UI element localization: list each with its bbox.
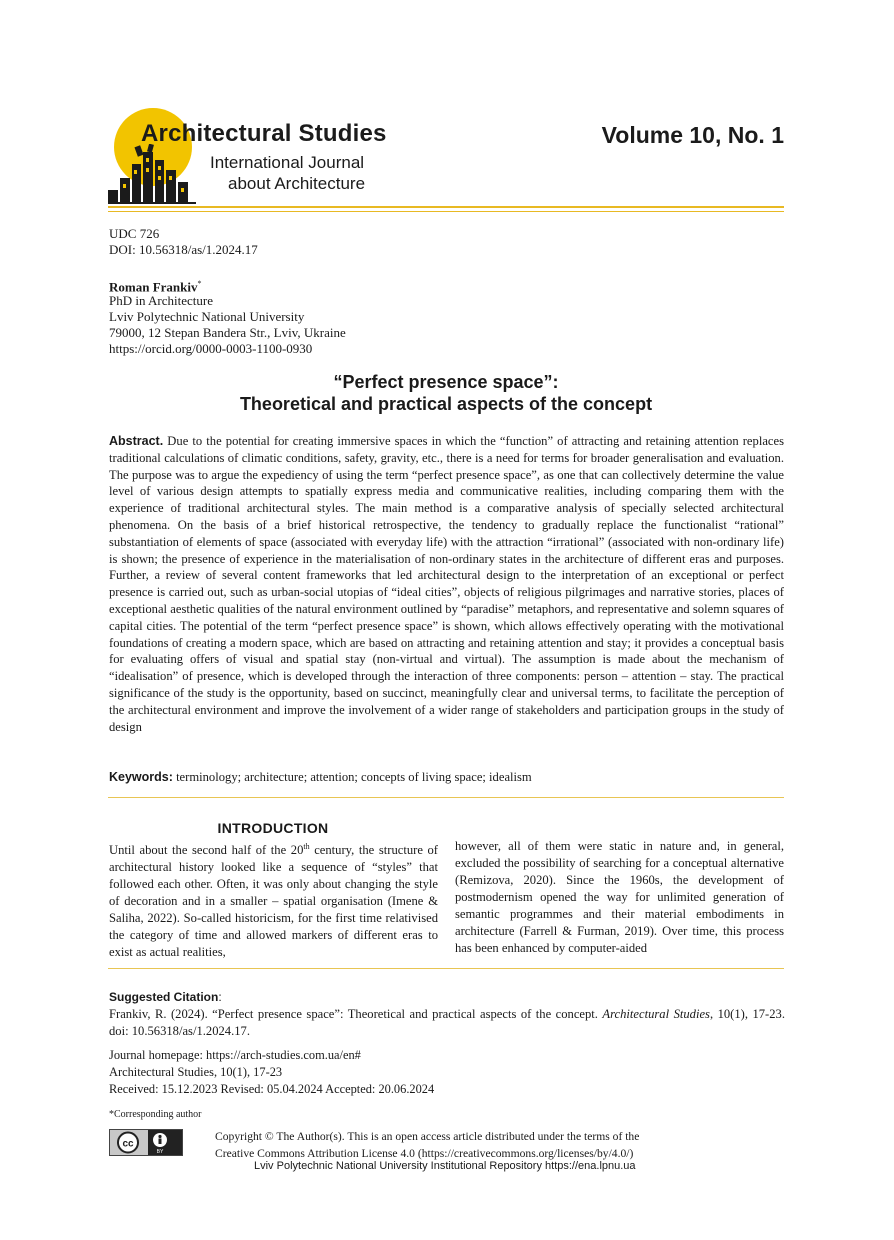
citation-label xyxy=(109,990,222,1004)
copyright-notice xyxy=(215,1128,685,1162)
doi: DOI: 10.56318/as/1.2024.17 xyxy=(109,242,258,257)
intro-column-left xyxy=(109,838,438,961)
article-title-line1: “Perfect presence space”: xyxy=(333,372,559,392)
keywords-label: Keywords: xyxy=(109,770,173,784)
section-heading: INTRODUCTION xyxy=(217,820,329,836)
keywords xyxy=(109,770,532,785)
keywords-divider xyxy=(108,797,784,798)
corresponding-note: *Corresponding author xyxy=(109,1109,202,1120)
abstract xyxy=(109,433,784,735)
article-dates: Received: 15.12.2023 Revised: 05.04.2024 Accepted: 20.06.2024 xyxy=(109,1082,435,1096)
header-divider xyxy=(108,206,784,212)
abstract-text: Due to the potential for creating immersive spaces in which the “function” of attracting and retaining attention replaces traditional calculations of climatic conditions, safety, gravity, etc., there is a need for terms for broader generalisation and evaluation. The purpose was to argue the expediency of using the term “perfect presence space”, as one that can collectively determine the value level of various design attempts to spatially express media and communicative realities, including comparing them with the experience of traditional architectural styles. The main method is a comparative analysis of specially selected architectural phenomena. On the basis of a brief historical retrospective, the tendency to gradually replace the functionalist “rational” substantiation of elements of space (associated with everyday life) with the attraction “irrational” (associated with non-ordinary life) is shown; the presence of experience in the materialisation of non-ordinary states in the architecture of different eras and purposes. Further, a review of several content frameworks that led architectural design to the interpretation of an exceptional or perfect presence is carried out, such as urban-social utopias of “ideal cities”, objects of religious pilgrimages and narrative stories, places of exceptional aesthetic qualities of the natural environment outlined by “paradise” metaphors, and representative and solemn squares of capital cities. The potential of the term “perfect presence space” is shown, which allows effectively operating with the motivational foundations of creating a modern space, which are based on attracting and retaining attention and stay; it provides a conceptual basis for evaluating offers of visual and spatial stay (non-virtual and virtual). The assumption is made about the mechanism of “idealisation” of presence, which is developed through the interaction of three components: person – attention – stay. The practical significance of the study is the opportunity, based on succinct, meaningfully clear and universal terms, to facilitate the perception of the architectural environment and improve the involvement of a wider range of stakeholders and participation groups in the study of design xyxy=(109,434,784,734)
citation-label-colon: : xyxy=(218,990,222,1004)
volume-issue: Volume 10, No. 1 xyxy=(601,122,784,148)
intro-divider xyxy=(108,968,784,969)
citation-part2: , 10(1), 17-23. doi: 10.56318/as/1.2024.17. xyxy=(109,1007,785,1038)
intro-col1-part2: century, the structure of architectural history looked like a sequence of “styles” that followed each other. Often, it was only about changing the style of decoration and in a smaller – spatial organisation (Imene & Saliha, 2022). So-called historicism, for the first time relativised the category of time and allowed markers of different eras to exist as actual realities, xyxy=(109,843,438,960)
citation-label-text: Suggested Citation xyxy=(109,990,219,1004)
copyright-line1: Copyright © The Author(s). This is an open access article distributed under the terms of the xyxy=(215,1130,640,1143)
keywords-text: terminology; architecture; attention; concepts of living space; idealism xyxy=(176,770,532,784)
cc-by-glyph-icon xyxy=(110,1130,182,1155)
journal-issue: Architectural Studies, 10(1), 17-23 xyxy=(109,1065,283,1079)
intro-column-right: however, all of them were static in nature and, in general, excluded the possibility of searching for a conceptual alternative (Remizova, 2020). Since the 1960s, the development of postmodernism opened the way for unlimited generation of semantic programmes and their material embodiments in architecture (Farrell & Furman, 2019). Over time, this process has been enhanced by computer-aided xyxy=(455,839,784,955)
city-skyline-icon xyxy=(108,144,198,204)
citation-journal: Architectural Studies xyxy=(602,1007,710,1021)
author-address: 79000, 12 Stepan Bandera Str., Lviv, Ukraine xyxy=(109,325,346,340)
svg-text:cc: cc xyxy=(122,1138,134,1150)
intro-col1-part1: Until about the second half of the 20 xyxy=(109,843,304,858)
svg-text:BY: BY xyxy=(156,1149,164,1155)
repository-note: Lviv Polytechnic National University Institutional Repository https://ena.lpnu.ua xyxy=(254,1160,636,1172)
citation-part1: Frankiv, R. (2024). “Perfect presence space”: Theoretical and practical aspects of the concept. xyxy=(109,1007,603,1021)
article-title xyxy=(108,371,784,415)
intro-col1-sup: th xyxy=(303,842,310,851)
author-degree: PhD in Architecture xyxy=(109,293,213,308)
article-title-line2: Theoretical and practical aspects of the concept xyxy=(239,394,653,414)
journal-subtitle-line1: International Journal xyxy=(210,153,365,172)
journal-subtitle-line2: about Architecture xyxy=(228,174,366,193)
copyright-line2: Creative Commons Attribution License 4.0 (https://creativecommons.org/licenses/by/4.0/) xyxy=(215,1147,634,1160)
journal-title: Architectural Studies xyxy=(141,120,387,147)
corresponding-marker: * xyxy=(197,279,202,288)
journal-homepage[interactable]: Journal homepage: https://arch-studies.com.ua/en# xyxy=(109,1048,361,1062)
cc-by-license-icon[interactable] xyxy=(109,1129,183,1156)
abstract-label: Abstract. xyxy=(109,434,164,448)
citation-text xyxy=(109,1006,785,1040)
author-name-text: Roman Frankiv xyxy=(109,279,198,295)
udc-code: UDC 726 xyxy=(109,226,160,241)
author-orcid[interactable]: https://orcid.org/0000-0003-1100-0930 xyxy=(109,341,313,356)
author-affiliation: Lviv Polytechnic National University xyxy=(109,309,305,324)
